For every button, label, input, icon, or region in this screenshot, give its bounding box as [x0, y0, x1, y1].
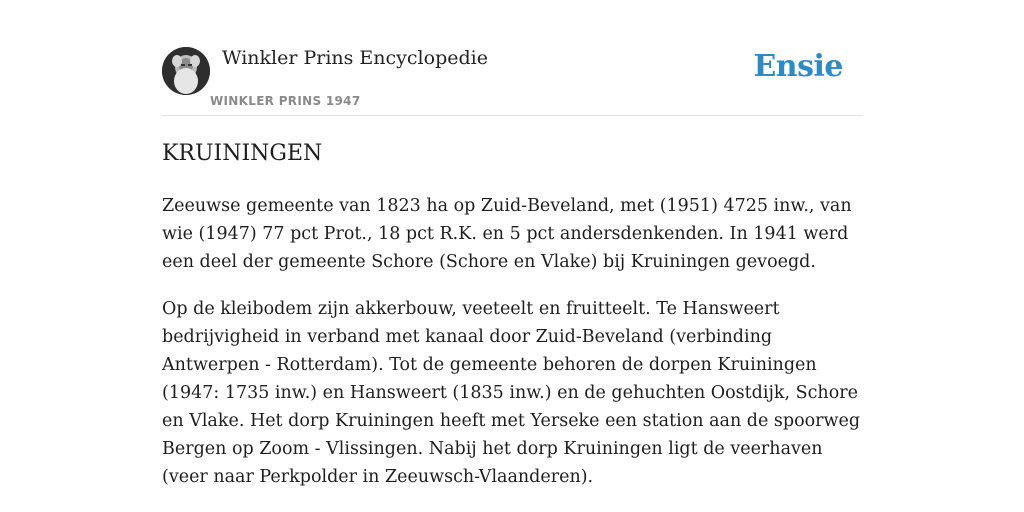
source-subtitle[interactable]: WINKLER PRINS 1947 [210, 94, 361, 108]
author-avatar[interactable] [162, 47, 210, 95]
article-body [162, 192, 862, 510]
brand-logo[interactable]: Ensie [753, 49, 843, 84]
bearded-man-portrait-icon [162, 47, 210, 95]
article-paragraph: Zeeuwse gemeente van 1823 ha op Zuid-Beveland, met (1951) 4725 inw., van wie (1947) 77 pct Prot., 18 pct R.K. en 5 pct andersdenkenden. In 1941 werd een deel der gemeente Schore (Schore en Vlake) bij Kruiningen gevoegd. [162, 196, 852, 272]
source-title[interactable]: Winkler Prins Encyclopedie [222, 47, 488, 69]
article-paragraph: Op de kleibodem zijn akkerbouw, veeteelt en fruitteelt. Te Hansweert bedrijvigheid in verband met kanaal door Zuid-Beveland (verbinding Antwerpen - Rotterdam). Tot de gemeente behoren de dorpen Kruiningen (1947: 1735 inw.) en Hansweert (1835 inw.) en de gehuchten Oostdijk, Schore en Vlake. Het dorp Kruiningen heeft met Yerseke een station aan de spoorweg Bergen op Zoom - Vlissingen. Nabij het dorp Kruiningen ligt de veerhaven (veer naar Perkpolder in Zeeuwsch-Vlaanderen). [162, 299, 861, 487]
article-title: KRUININGEN [162, 141, 323, 166]
source-header [162, 44, 862, 116]
